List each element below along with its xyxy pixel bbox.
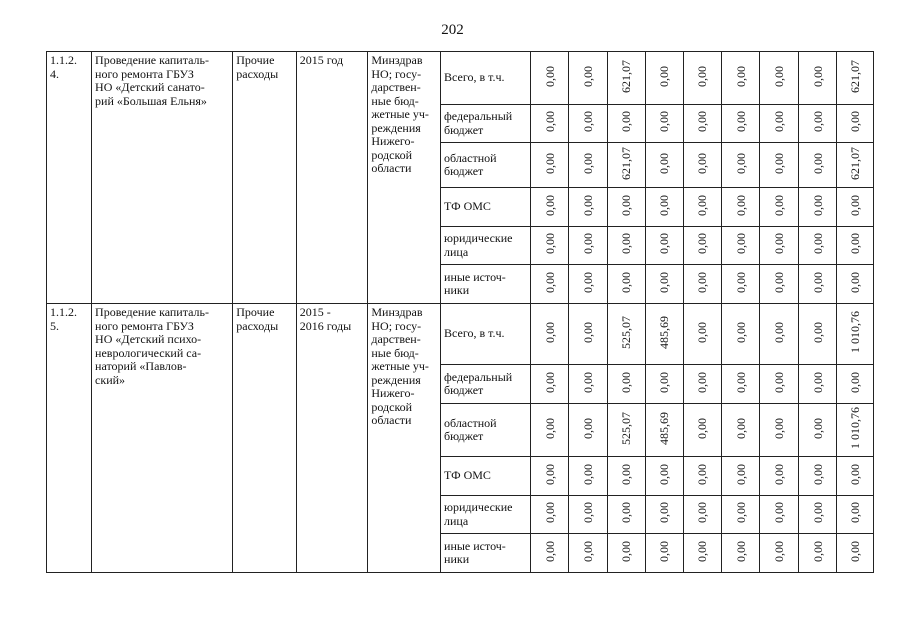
amount-cell — [568, 404, 607, 457]
amount-cell — [837, 188, 874, 227]
amount-value: 0,00 — [657, 540, 672, 562]
amount-cell — [722, 105, 760, 143]
amount-value: 0,00 — [657, 65, 672, 87]
item-name-cell — [92, 304, 233, 573]
amount-value: 0,00 — [542, 271, 557, 293]
amount-cell — [645, 105, 683, 143]
amount-cell — [568, 365, 607, 404]
period-cell — [296, 52, 368, 304]
amount-cell — [568, 227, 607, 265]
amount-cell — [531, 143, 569, 188]
amount-value: 0,00 — [848, 502, 863, 524]
amount-value: 0,00 — [542, 65, 557, 87]
amount-value: 0,00 — [657, 371, 672, 393]
amount-value: 0,00 — [810, 463, 825, 485]
amount-value: 621,07 — [619, 146, 634, 180]
amount-value: 621,07 — [848, 59, 863, 93]
amount-value: 0,00 — [772, 502, 787, 524]
amount-cell — [607, 227, 645, 265]
amount-value: 0,00 — [695, 111, 710, 133]
amount-cell — [683, 365, 722, 404]
amount-cell — [760, 52, 799, 105]
amount-cell — [760, 365, 799, 404]
item-name-cell-text: Проведение капиталь- ного ремонта ГБУЗ НО «Детский санато- рий «Большая Ельня» — [95, 53, 210, 108]
amount-cell — [645, 404, 683, 457]
amount-value: 0,00 — [657, 194, 672, 216]
amount-value: 0,00 — [772, 65, 787, 87]
amount-value: 0,00 — [733, 233, 748, 255]
funding-source-label: ТФ ОМС — [444, 199, 491, 214]
amount-cell — [607, 52, 645, 105]
amount-value: 1 010,76 — [848, 407, 863, 450]
amount-value: 0,00 — [657, 502, 672, 524]
amount-value: 0,00 — [580, 111, 595, 133]
amount-value: 0,00 — [772, 111, 787, 133]
amount-value: 0,00 — [810, 417, 825, 439]
amount-cell — [607, 265, 645, 304]
amount-value: 525,07 — [619, 411, 634, 445]
amount-cell — [607, 365, 645, 404]
amount-value: 0,00 — [810, 152, 825, 174]
amount-value: 0,00 — [810, 371, 825, 393]
amount-cell — [607, 404, 645, 457]
amount-cell — [722, 404, 760, 457]
funding-source-label: юридические лица — [444, 500, 513, 528]
amount-cell — [568, 304, 607, 365]
executor-cell-text: Минздрав НО; госу- дарствен- ные бюд- жетные уч- реждения Нижего- родской области — [371, 53, 429, 175]
amount-cell — [722, 265, 760, 304]
amount-cell — [799, 534, 837, 573]
amount-cell — [645, 265, 683, 304]
amount-value: 1 010,76 — [848, 311, 863, 354]
amount-cell — [607, 534, 645, 573]
funding-source-cell — [441, 143, 531, 188]
executor-cell — [368, 52, 441, 304]
funding-source-cell — [441, 365, 531, 404]
funding-source-cell — [441, 457, 531, 496]
amount-value: 0,00 — [810, 194, 825, 216]
amount-cell — [568, 496, 607, 534]
amount-cell — [760, 404, 799, 457]
amount-cell — [760, 227, 799, 265]
amount-cell — [799, 404, 837, 457]
amount-value: 0,00 — [580, 540, 595, 562]
amount-cell — [837, 105, 874, 143]
funding-source-label: Всего, в т.ч. — [444, 70, 505, 85]
amount-value: 0,00 — [733, 371, 748, 393]
amount-value: 0,00 — [772, 152, 787, 174]
amount-value: 0,00 — [695, 194, 710, 216]
amount-cell — [683, 265, 722, 304]
funding-source-label: юридические лица — [444, 231, 513, 259]
funding-source-cell — [441, 188, 531, 227]
amount-value: 621,07 — [619, 59, 634, 93]
amount-cell — [531, 227, 569, 265]
funding-source-cell — [441, 52, 531, 105]
amount-cell — [568, 265, 607, 304]
amount-value: 0,00 — [580, 463, 595, 485]
amount-value: 0,00 — [810, 233, 825, 255]
executor-cell — [368, 304, 441, 573]
amount-value: 0,00 — [542, 194, 557, 216]
amount-cell — [837, 143, 874, 188]
amount-cell — [607, 496, 645, 534]
amount-cell — [607, 304, 645, 365]
amount-value: 0,00 — [619, 111, 634, 133]
amount-cell — [722, 457, 760, 496]
amount-cell — [645, 496, 683, 534]
expense-type-cell-text: Прочие расходы — [236, 53, 279, 81]
amount-value: 0,00 — [542, 502, 557, 524]
amount-cell — [607, 457, 645, 496]
amount-value: 0,00 — [772, 463, 787, 485]
amount-cell — [531, 265, 569, 304]
amount-cell — [683, 105, 722, 143]
amount-value: 0,00 — [733, 321, 748, 343]
amount-value: 0,00 — [580, 371, 595, 393]
amount-cell — [837, 457, 874, 496]
amount-value: 0,00 — [580, 321, 595, 343]
amount-value: 0,00 — [580, 417, 595, 439]
funding-source-cell — [441, 265, 531, 304]
amount-value: 0,00 — [733, 65, 748, 87]
amount-cell — [645, 143, 683, 188]
expense-type-cell — [233, 304, 296, 573]
amount-cell — [837, 365, 874, 404]
amount-value: 0,00 — [657, 152, 672, 174]
amount-cell — [760, 496, 799, 534]
amount-value: 0,00 — [848, 111, 863, 133]
amount-cell — [799, 105, 837, 143]
amount-value: 0,00 — [542, 321, 557, 343]
funding-source-cell — [441, 304, 531, 365]
amount-cell — [799, 365, 837, 404]
amount-value: 0,00 — [619, 194, 634, 216]
amount-value: 0,00 — [580, 271, 595, 293]
amount-cell — [531, 52, 569, 105]
amount-cell — [531, 534, 569, 573]
item-code-cell — [47, 52, 92, 304]
table-row — [47, 304, 874, 365]
amount-value: 0,00 — [733, 417, 748, 439]
amount-cell — [799, 496, 837, 534]
amount-cell — [683, 457, 722, 496]
amount-value: 0,00 — [810, 65, 825, 87]
amount-value: 0,00 — [810, 111, 825, 133]
funding-source-label: иные источ- ники — [444, 538, 506, 566]
amount-value: 0,00 — [580, 233, 595, 255]
amount-cell — [799, 304, 837, 365]
amount-value: 0,00 — [580, 65, 595, 87]
amount-cell — [531, 365, 569, 404]
item-name-cell-text: Проведение капиталь- ного ремонта ГБУЗ НО «Детский психо- неврологический са- наторий «Павлов- ский» — [95, 305, 210, 387]
amount-cell — [568, 457, 607, 496]
amount-cell — [531, 457, 569, 496]
amount-cell — [722, 534, 760, 573]
amount-cell — [568, 188, 607, 227]
amount-cell — [607, 143, 645, 188]
amount-cell — [799, 265, 837, 304]
amount-cell — [722, 304, 760, 365]
amount-cell — [607, 105, 645, 143]
amount-value: 0,00 — [772, 417, 787, 439]
amount-cell — [531, 404, 569, 457]
amount-value: 0,00 — [542, 417, 557, 439]
amount-value: 0,00 — [619, 540, 634, 562]
expense-type-cell — [233, 52, 296, 304]
amount-value: 525,07 — [619, 315, 634, 349]
amount-cell — [645, 52, 683, 105]
amount-cell — [531, 496, 569, 534]
amount-value: 0,00 — [695, 65, 710, 87]
amount-value: 0,00 — [695, 152, 710, 174]
amount-value: 0,00 — [733, 502, 748, 524]
period-cell — [296, 304, 368, 573]
amount-value: 485,69 — [657, 315, 672, 349]
amount-value: 0,00 — [619, 463, 634, 485]
amount-cell — [683, 227, 722, 265]
amount-cell — [760, 143, 799, 188]
amount-cell — [683, 188, 722, 227]
amount-cell — [760, 188, 799, 227]
amount-cell — [645, 188, 683, 227]
funding-source-cell — [441, 404, 531, 457]
amount-cell — [531, 105, 569, 143]
amount-value: 0,00 — [657, 463, 672, 485]
funding-source-label: иные источ- ники — [444, 269, 506, 297]
amount-cell — [683, 52, 722, 105]
amount-cell — [837, 404, 874, 457]
funding-source-cell — [441, 227, 531, 265]
amount-value: 0,00 — [695, 371, 710, 393]
amount-value: 0,00 — [695, 271, 710, 293]
funding-source-label: областной бюджет — [444, 150, 497, 178]
amount-value: 0,00 — [772, 371, 787, 393]
amount-cell — [837, 227, 874, 265]
amount-value: 0,00 — [848, 371, 863, 393]
amount-value: 0,00 — [580, 194, 595, 216]
amount-cell — [531, 188, 569, 227]
amount-value: 0,00 — [695, 233, 710, 255]
amount-value: 0,00 — [542, 152, 557, 174]
amount-value: 485,69 — [657, 411, 672, 445]
amount-value: 0,00 — [619, 371, 634, 393]
amount-value: 0,00 — [810, 271, 825, 293]
amount-value: 0,00 — [810, 540, 825, 562]
amount-value: 0,00 — [810, 321, 825, 343]
amount-value: 0,00 — [772, 321, 787, 343]
funding-source-label: ТФ ОМС — [444, 468, 491, 483]
amount-cell — [760, 457, 799, 496]
amount-cell — [837, 496, 874, 534]
amount-cell — [837, 52, 874, 105]
amount-value: 0,00 — [733, 111, 748, 133]
executor-cell-text: Минздрав НО; госу- дарствен- ные бюд- жетные уч- реждения Нижего- родской области — [371, 305, 429, 427]
amount-value: 0,00 — [733, 271, 748, 293]
amount-cell — [722, 52, 760, 105]
period-cell-text: 2015 - 2016 годы — [299, 305, 352, 333]
amount-value: 0,00 — [733, 152, 748, 174]
amount-value: 0,00 — [733, 463, 748, 485]
amount-value: 0,00 — [619, 502, 634, 524]
amount-value: 0,00 — [542, 371, 557, 393]
amount-cell — [645, 365, 683, 404]
amount-cell — [837, 265, 874, 304]
expense-type-cell-text: Прочие расходы — [236, 305, 279, 333]
item-code-cell-text: 1.1.2. 5. — [50, 305, 77, 333]
amount-value: 0,00 — [542, 111, 557, 133]
funding-source-cell — [441, 496, 531, 534]
amount-value: 0,00 — [733, 540, 748, 562]
amount-value: 0,00 — [657, 233, 672, 255]
amount-value: 0,00 — [848, 271, 863, 293]
amount-value: 0,00 — [848, 194, 863, 216]
amount-cell — [799, 143, 837, 188]
amount-value: 0,00 — [810, 502, 825, 524]
budget-table — [46, 51, 874, 573]
amount-cell — [683, 143, 722, 188]
amount-value: 0,00 — [772, 540, 787, 562]
item-code-cell-text: 1.1.2. 4. — [50, 53, 77, 81]
amount-value: 0,00 — [542, 233, 557, 255]
amount-cell — [837, 534, 874, 573]
amount-cell — [722, 365, 760, 404]
amount-cell — [645, 457, 683, 496]
amount-value: 0,00 — [619, 271, 634, 293]
amount-value: 0,00 — [695, 540, 710, 562]
item-code-cell — [47, 304, 92, 573]
amount-cell — [760, 105, 799, 143]
amount-cell — [645, 304, 683, 365]
amount-value: 0,00 — [657, 111, 672, 133]
amount-cell — [683, 404, 722, 457]
amount-cell — [683, 304, 722, 365]
amount-cell — [760, 304, 799, 365]
amount-cell — [799, 227, 837, 265]
page-number: 202 — [441, 22, 464, 38]
amount-cell — [568, 52, 607, 105]
amount-cell — [722, 188, 760, 227]
item-name-cell — [92, 52, 233, 304]
amount-cell — [683, 496, 722, 534]
amount-cell — [722, 227, 760, 265]
period-cell-text: 2015 год — [299, 53, 344, 67]
amount-cell — [799, 457, 837, 496]
funding-source-label: Всего, в т.ч. — [444, 326, 505, 341]
amount-value: 0,00 — [772, 271, 787, 293]
funding-source-cell — [441, 534, 531, 573]
amount-cell — [568, 143, 607, 188]
amount-cell — [760, 534, 799, 573]
amount-value: 0,00 — [695, 321, 710, 343]
table-row — [47, 52, 874, 105]
amount-cell — [837, 304, 874, 365]
amount-value: 0,00 — [848, 463, 863, 485]
funding-source-label: федеральный бюджет — [444, 109, 513, 137]
amount-value: 0,00 — [848, 540, 863, 562]
amount-cell — [645, 534, 683, 573]
amount-cell — [799, 188, 837, 227]
funding-source-label: областной бюджет — [444, 415, 497, 443]
amount-value: 0,00 — [733, 194, 748, 216]
amount-value: 621,07 — [848, 146, 863, 180]
amount-cell — [645, 227, 683, 265]
amount-value: 0,00 — [542, 540, 557, 562]
funding-source-cell — [441, 105, 531, 143]
amount-value: 0,00 — [695, 463, 710, 485]
amount-cell — [760, 265, 799, 304]
amount-value: 0,00 — [695, 417, 710, 439]
amount-value: 0,00 — [695, 502, 710, 524]
amount-value: 0,00 — [542, 463, 557, 485]
amount-cell — [568, 105, 607, 143]
amount-value: 0,00 — [657, 271, 672, 293]
amount-cell — [722, 143, 760, 188]
amount-value: 0,00 — [772, 194, 787, 216]
amount-value: 0,00 — [580, 502, 595, 524]
amount-value: 0,00 — [772, 233, 787, 255]
amount-value: 0,00 — [619, 233, 634, 255]
amount-value: 0,00 — [848, 233, 863, 255]
amount-value: 0,00 — [580, 152, 595, 174]
amount-cell — [531, 304, 569, 365]
amount-cell — [683, 534, 722, 573]
amount-cell — [568, 534, 607, 573]
amount-cell — [607, 188, 645, 227]
amount-cell — [799, 52, 837, 105]
amount-cell — [722, 496, 760, 534]
funding-source-label: федеральный бюджет — [444, 369, 513, 397]
